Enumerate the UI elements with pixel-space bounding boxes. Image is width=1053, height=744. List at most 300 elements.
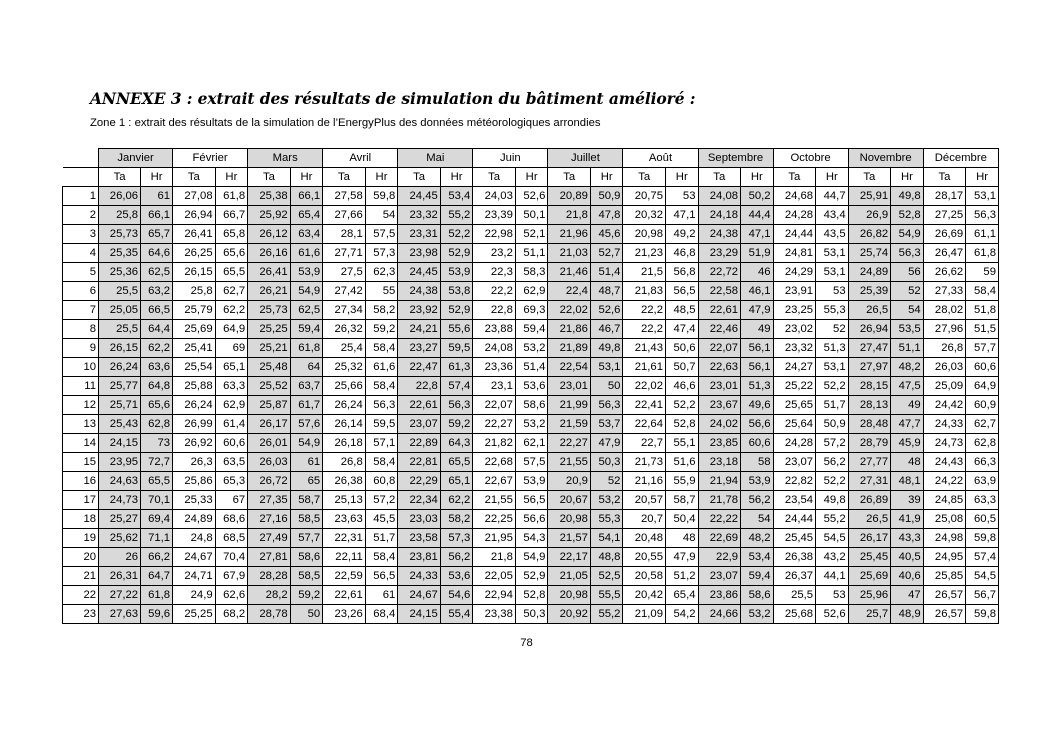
ta-cell: 25,13 — [323, 491, 366, 510]
ta-cell: 20,98 — [548, 510, 591, 529]
ta-cell: 20,32 — [623, 206, 666, 225]
day-cell: 6 — [63, 282, 99, 301]
hr-cell: 40,6 — [891, 567, 924, 586]
table-row — [63, 263, 999, 282]
hr-cell: 65,5 — [440, 453, 473, 472]
ta-cell: 26,15 — [173, 263, 216, 282]
ta-cell: 25,71 — [99, 396, 141, 415]
month-header: Mai — [398, 149, 473, 168]
ta-cell: 26,37 — [773, 567, 816, 586]
hr-cell: 48,7 — [590, 282, 623, 301]
ta-cell: 22,27 — [548, 434, 591, 453]
ta-cell: 27,97 — [848, 358, 891, 377]
ta-cell: 26,24 — [99, 358, 141, 377]
ta-cell: 21,09 — [623, 605, 666, 624]
hr-cell: 57,1 — [365, 434, 398, 453]
hr-cell: 70,4 — [215, 548, 248, 567]
hr-header: Hr — [966, 168, 999, 187]
ta-cell: 26,25 — [173, 244, 216, 263]
ta-header: Ta — [623, 168, 666, 187]
hr-cell: 52 — [816, 320, 849, 339]
table-row — [63, 529, 999, 548]
ta-cell: 25,38 — [248, 187, 291, 206]
day-cell: 14 — [63, 434, 99, 453]
ta-header: Ta — [323, 168, 366, 187]
day-cell: 20 — [63, 548, 99, 567]
hr-cell: 47,1 — [741, 225, 774, 244]
ta-cell: 26,92 — [173, 434, 216, 453]
hr-cell: 54,5 — [816, 529, 849, 548]
ta-cell: 23,86 — [698, 586, 741, 605]
ta-cell: 23,98 — [398, 244, 441, 263]
hr-cell: 59 — [966, 263, 999, 282]
hr-cell: 53,1 — [816, 244, 849, 263]
ta-cell: 27,16 — [248, 510, 291, 529]
ta-cell: 23,31 — [398, 225, 441, 244]
hr-cell: 65,6 — [215, 244, 248, 263]
hr-cell: 51,6 — [665, 453, 698, 472]
ta-cell: 25,32 — [323, 358, 366, 377]
ta-cell: 24,33 — [398, 567, 441, 586]
ta-cell: 20,98 — [548, 586, 591, 605]
ta-cell: 26,24 — [173, 396, 216, 415]
hr-cell: 55,2 — [816, 510, 849, 529]
hr-cell: 53 — [816, 586, 849, 605]
ta-cell: 23,63 — [323, 510, 366, 529]
ta-cell: 23,88 — [473, 320, 516, 339]
hr-cell: 53,9 — [440, 263, 473, 282]
ta-cell: 24,67 — [398, 586, 441, 605]
hr-cell: 55,9 — [665, 472, 698, 491]
ta-cell: 23,2 — [473, 244, 516, 263]
hr-cell: 68,4 — [365, 605, 398, 624]
ta-cell: 21,83 — [623, 282, 666, 301]
hr-cell: 52,8 — [515, 586, 548, 605]
table-row — [63, 358, 999, 377]
table-row — [63, 548, 999, 567]
ta-cell: 25,41 — [173, 339, 216, 358]
table-row — [63, 244, 999, 263]
hr-cell: 51,7 — [365, 529, 398, 548]
hr-cell: 61 — [365, 586, 398, 605]
ta-cell: 27,08 — [173, 187, 216, 206]
hr-cell: 62,5 — [290, 301, 323, 320]
hr-cell: 43,5 — [816, 225, 849, 244]
hr-cell: 70,1 — [141, 491, 173, 510]
simulation-results-table — [62, 148, 999, 624]
ta-cell: 23,26 — [323, 605, 366, 624]
hr-cell: 62,7 — [215, 282, 248, 301]
hr-cell: 52 — [590, 472, 623, 491]
ta-cell: 26,38 — [773, 548, 816, 567]
hr-cell: 56,6 — [741, 415, 774, 434]
ta-cell: 25,69 — [173, 320, 216, 339]
hr-cell: 58,4 — [365, 453, 398, 472]
ta-cell: 20,48 — [623, 529, 666, 548]
day-cell: 23 — [63, 605, 99, 624]
ta-cell: 24,73 — [99, 491, 141, 510]
hr-cell: 65,1 — [215, 358, 248, 377]
ta-cell: 23,36 — [473, 358, 516, 377]
ta-cell: 21,89 — [548, 339, 591, 358]
hr-cell: 56,3 — [365, 396, 398, 415]
hr-cell: 50,6 — [665, 339, 698, 358]
month-header: Octobre — [773, 149, 848, 168]
table-row — [63, 491, 999, 510]
ta-cell: 22,67 — [473, 472, 516, 491]
hr-cell: 65,5 — [141, 472, 173, 491]
hr-cell: 59,5 — [365, 415, 398, 434]
ta-cell: 22,8 — [473, 301, 516, 320]
hr-cell: 45,5 — [365, 510, 398, 529]
ta-header: Ta — [173, 168, 216, 187]
ta-cell: 25,54 — [173, 358, 216, 377]
ta-cell: 21,94 — [698, 472, 741, 491]
ta-cell: 27,77 — [848, 453, 891, 472]
ta-cell: 21,55 — [473, 491, 516, 510]
ta-cell: 26,16 — [248, 244, 291, 263]
hr-cell: 46,7 — [590, 320, 623, 339]
hr-cell: 54,9 — [290, 282, 323, 301]
ta-cell: 23,54 — [773, 491, 816, 510]
hr-cell: 52,2 — [816, 377, 849, 396]
ta-cell: 23,58 — [398, 529, 441, 548]
hr-cell: 59,6 — [141, 605, 173, 624]
hr-cell: 50,4 — [665, 510, 698, 529]
hr-cell: 54,1 — [590, 529, 623, 548]
ta-cell: 24,98 — [923, 529, 966, 548]
hr-cell: 54,9 — [290, 434, 323, 453]
ta-cell: 26,32 — [323, 320, 366, 339]
ta-cell: 28,17 — [923, 187, 966, 206]
ta-cell: 22,02 — [623, 377, 666, 396]
ta-cell: 24,68 — [773, 187, 816, 206]
ta-cell: 24,43 — [923, 453, 966, 472]
hr-cell: 61 — [290, 453, 323, 472]
ta-cell: 27,66 — [323, 206, 366, 225]
ta-cell: 23,02 — [773, 320, 816, 339]
hr-cell: 45,6 — [590, 225, 623, 244]
hr-cell: 62,2 — [440, 491, 473, 510]
hr-cell: 63,9 — [966, 472, 999, 491]
hr-cell: 65,1 — [440, 472, 473, 491]
hr-cell: 54,2 — [665, 605, 698, 624]
hr-cell: 57,3 — [440, 529, 473, 548]
hr-cell: 51,5 — [966, 320, 999, 339]
ta-cell: 25,87 — [248, 396, 291, 415]
hr-cell: 64,4 — [141, 320, 173, 339]
ta-cell: 28,02 — [923, 301, 966, 320]
ta-cell: 25,08 — [923, 510, 966, 529]
hr-cell: 60,6 — [215, 434, 248, 453]
hr-cell: 61,8 — [215, 187, 248, 206]
ta-cell: 22,07 — [473, 396, 516, 415]
table-row — [63, 301, 999, 320]
hr-cell: 60,5 — [966, 510, 999, 529]
ta-cell: 25,25 — [248, 320, 291, 339]
hr-cell: 53,8 — [440, 282, 473, 301]
hr-cell: 53,9 — [515, 472, 548, 491]
month-header: Septembre — [698, 149, 773, 168]
ta-cell: 22,02 — [548, 301, 591, 320]
ta-cell: 26,47 — [923, 244, 966, 263]
hr-cell: 53,2 — [515, 415, 548, 434]
hr-cell: 50,3 — [515, 605, 548, 624]
ta-cell: 23,32 — [773, 339, 816, 358]
ta-cell: 24,81 — [773, 244, 816, 263]
ta-cell: 25,27 — [99, 510, 141, 529]
ta-header: Ta — [848, 168, 891, 187]
hr-cell: 55,2 — [440, 206, 473, 225]
ta-header: Ta — [473, 168, 516, 187]
hr-cell: 40,5 — [891, 548, 924, 567]
hr-cell: 47,5 — [891, 377, 924, 396]
day-cell: 5 — [63, 263, 99, 282]
hr-cell: 54,3 — [515, 529, 548, 548]
hr-cell: 47,8 — [590, 206, 623, 225]
ta-cell: 25,45 — [773, 529, 816, 548]
ta-cell: 22,61 — [698, 301, 741, 320]
ta-cell: 26,89 — [848, 491, 891, 510]
ta-cell: 26,8 — [323, 453, 366, 472]
ta-cell: 26,15 — [99, 339, 141, 358]
ta-cell: 27,96 — [923, 320, 966, 339]
ta-cell: 23,29 — [698, 244, 741, 263]
ta-cell: 27,42 — [323, 282, 366, 301]
ta-cell: 20,75 — [623, 187, 666, 206]
ta-cell: 26,06 — [99, 187, 141, 206]
hr-cell: 65 — [290, 472, 323, 491]
day-cell: 8 — [63, 320, 99, 339]
hr-cell: 51,9 — [741, 244, 774, 263]
hr-cell: 53,9 — [290, 263, 323, 282]
hr-cell: 50,3 — [590, 453, 623, 472]
ta-cell: 26,14 — [323, 415, 366, 434]
hr-cell: 58,7 — [290, 491, 323, 510]
ta-cell: 21,73 — [623, 453, 666, 472]
hr-cell: 53,2 — [590, 491, 623, 510]
ta-cell: 21,8 — [473, 548, 516, 567]
ta-cell: 24,44 — [773, 225, 816, 244]
ta-cell: 26,72 — [248, 472, 291, 491]
hr-cell: 54,9 — [891, 225, 924, 244]
hr-cell: 49,2 — [665, 225, 698, 244]
hr-cell: 69,4 — [141, 510, 173, 529]
ta-cell: 26,18 — [323, 434, 366, 453]
day-cell: 11 — [63, 377, 99, 396]
hr-cell: 52,2 — [665, 396, 698, 415]
hr-cell: 51,3 — [741, 377, 774, 396]
table-row — [63, 225, 999, 244]
hr-cell: 57,4 — [440, 377, 473, 396]
day-cell: 13 — [63, 415, 99, 434]
hr-cell: 55,4 — [440, 605, 473, 624]
hr-cell: 62,8 — [966, 434, 999, 453]
ta-cell: 26,41 — [248, 263, 291, 282]
ta-cell: 26,9 — [848, 206, 891, 225]
hr-cell: 47,1 — [665, 206, 698, 225]
ta-cell: 26,17 — [248, 415, 291, 434]
ta-cell: 24,66 — [698, 605, 741, 624]
ta-cell: 21,86 — [548, 320, 591, 339]
day-cell: 10 — [63, 358, 99, 377]
hr-cell: 52,8 — [665, 415, 698, 434]
hr-cell: 57,7 — [966, 339, 999, 358]
ta-cell: 25,48 — [248, 358, 291, 377]
hr-cell: 58,4 — [365, 339, 398, 358]
hr-cell: 61 — [141, 187, 173, 206]
ta-cell: 23,92 — [398, 301, 441, 320]
hr-cell: 53,1 — [590, 358, 623, 377]
annex-heading: ANNEXE 3 : extrait des résultats de simulation du bâtiment amélioré : — [90, 89, 696, 108]
ta-cell: 26,99 — [173, 415, 216, 434]
hr-cell: 65,3 — [215, 472, 248, 491]
ta-cell: 22,2 — [623, 301, 666, 320]
hr-cell: 54,9 — [515, 548, 548, 567]
month-header: Janvier — [99, 149, 173, 168]
hr-cell: 62,8 — [141, 415, 173, 434]
variable-header-row — [63, 168, 999, 187]
hr-cell: 60,8 — [365, 472, 398, 491]
day-cell: 15 — [63, 453, 99, 472]
ta-cell: 22,9 — [698, 548, 741, 567]
hr-cell: 59,4 — [290, 320, 323, 339]
hr-cell: 58 — [741, 453, 774, 472]
hr-cell: 46 — [741, 263, 774, 282]
ta-cell: 27,47 — [848, 339, 891, 358]
day-cell: 21 — [63, 567, 99, 586]
ta-cell: 24,95 — [923, 548, 966, 567]
ta-cell: 27,22 — [99, 586, 141, 605]
hr-cell: 66,3 — [966, 453, 999, 472]
month-header: Novembre — [848, 149, 923, 168]
ta-cell: 20,92 — [548, 605, 591, 624]
ta-cell: 22,82 — [773, 472, 816, 491]
hr-cell: 52,8 — [891, 206, 924, 225]
ta-cell: 25,91 — [848, 187, 891, 206]
ta-cell: 22,54 — [548, 358, 591, 377]
hr-cell: 67,9 — [215, 567, 248, 586]
ta-cell: 23,81 — [398, 548, 441, 567]
corner-cell — [63, 168, 99, 187]
hr-cell: 58,5 — [290, 567, 323, 586]
ta-cell: 24,28 — [773, 434, 816, 453]
ta-cell: 24,29 — [773, 263, 816, 282]
hr-cell: 57,3 — [365, 244, 398, 263]
hr-cell: 44,7 — [816, 187, 849, 206]
ta-cell: 25,77 — [99, 377, 141, 396]
ta-cell: 25,8 — [173, 282, 216, 301]
ta-cell: 21,95 — [473, 529, 516, 548]
day-cell: 18 — [63, 510, 99, 529]
ta-cell: 22,89 — [398, 434, 441, 453]
ta-cell: 26,8 — [923, 339, 966, 358]
table-row — [63, 434, 999, 453]
ta-cell: 21,55 — [548, 453, 591, 472]
hr-cell: 66,2 — [141, 548, 173, 567]
ta-cell: 25,69 — [848, 567, 891, 586]
ta-cell: 25,73 — [248, 301, 291, 320]
table-row — [63, 187, 999, 206]
ta-cell: 26,24 — [323, 396, 366, 415]
ta-cell: 24,85 — [923, 491, 966, 510]
hr-cell: 52,2 — [816, 472, 849, 491]
hr-cell: 50 — [290, 605, 323, 624]
hr-cell: 48,8 — [590, 548, 623, 567]
hr-cell: 65,5 — [215, 263, 248, 282]
hr-cell: 63,6 — [141, 358, 173, 377]
ta-cell: 22,2 — [473, 282, 516, 301]
hr-cell: 47 — [891, 586, 924, 605]
ta-cell: 27,71 — [323, 244, 366, 263]
hr-cell: 61,6 — [365, 358, 398, 377]
hr-cell: 50,2 — [741, 187, 774, 206]
ta-header: Ta — [398, 168, 441, 187]
hr-cell: 65,8 — [215, 225, 248, 244]
page-number: 78 — [520, 637, 533, 649]
hr-cell: 43,3 — [891, 529, 924, 548]
ta-cell: 20,89 — [548, 187, 591, 206]
ta-cell: 22,58 — [698, 282, 741, 301]
hr-header: Hr — [891, 168, 924, 187]
hr-cell: 48,5 — [665, 301, 698, 320]
ta-cell: 21,78 — [698, 491, 741, 510]
hr-cell: 53,4 — [440, 187, 473, 206]
hr-cell: 52,6 — [515, 187, 548, 206]
day-cell: 19 — [63, 529, 99, 548]
ta-cell: 25,62 — [99, 529, 141, 548]
ta-cell: 24,45 — [398, 187, 441, 206]
ta-cell: 25,74 — [848, 244, 891, 263]
hr-cell: 64,7 — [141, 567, 173, 586]
ta-cell: 21,82 — [473, 434, 516, 453]
hr-cell: 55 — [365, 282, 398, 301]
ta-cell: 20,55 — [623, 548, 666, 567]
hr-cell: 48,2 — [891, 358, 924, 377]
hr-cell: 54 — [365, 206, 398, 225]
ta-cell: 22,22 — [698, 510, 741, 529]
hr-cell: 52,9 — [440, 244, 473, 263]
hr-cell: 61,8 — [141, 586, 173, 605]
hr-cell: 56,3 — [590, 396, 623, 415]
ta-cell: 23,38 — [473, 605, 516, 624]
ta-cell: 22,63 — [698, 358, 741, 377]
ta-cell: 20,9 — [548, 472, 591, 491]
hr-cell: 41,9 — [891, 510, 924, 529]
hr-header: Hr — [741, 168, 774, 187]
hr-cell: 48 — [665, 529, 698, 548]
ta-cell: 24,67 — [173, 548, 216, 567]
ta-cell: 25,79 — [173, 301, 216, 320]
hr-cell: 59,8 — [966, 529, 999, 548]
hr-cell: 56,1 — [741, 339, 774, 358]
ta-cell: 24,27 — [773, 358, 816, 377]
ta-cell: 27,5 — [323, 263, 366, 282]
table-row — [63, 339, 999, 358]
ta-cell: 22,27 — [473, 415, 516, 434]
ta-cell: 22,11 — [323, 548, 366, 567]
ta-cell: 24,9 — [173, 586, 216, 605]
ta-cell: 26,41 — [173, 225, 216, 244]
hr-cell: 59,8 — [365, 187, 398, 206]
hr-cell: 46,8 — [665, 244, 698, 263]
hr-cell: 54,5 — [966, 567, 999, 586]
hr-cell: 49,8 — [816, 491, 849, 510]
ta-cell: 22,25 — [473, 510, 516, 529]
hr-cell: 49 — [741, 320, 774, 339]
ta-cell: 25,96 — [848, 586, 891, 605]
ta-cell: 23,07 — [398, 415, 441, 434]
